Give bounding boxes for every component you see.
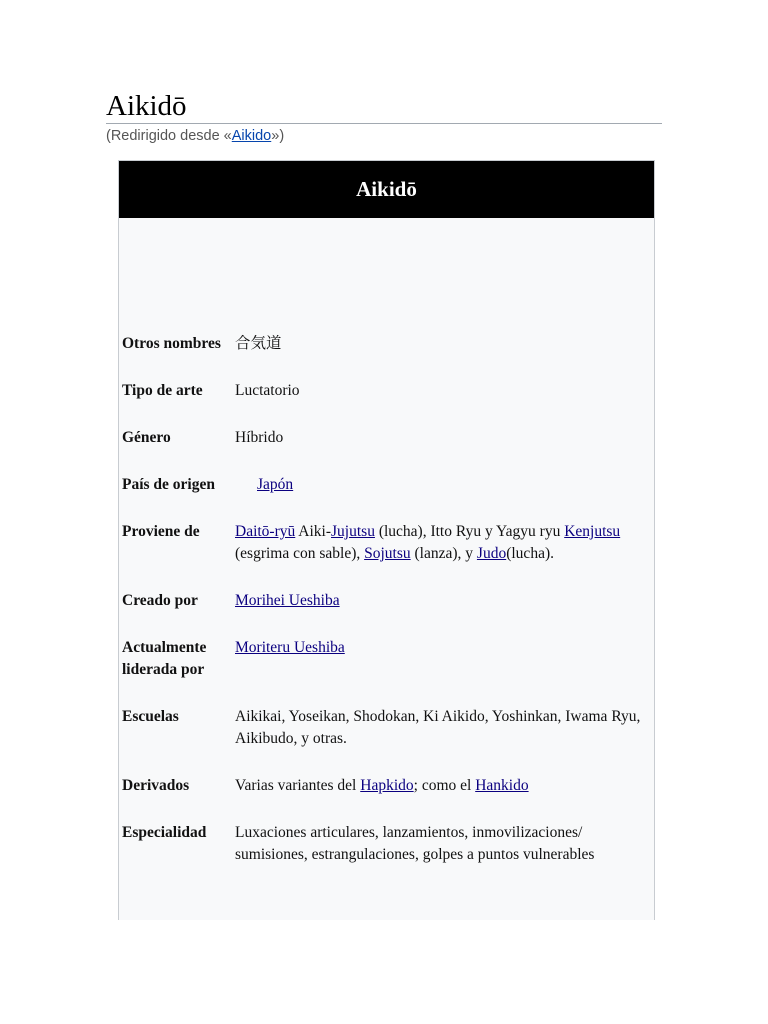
row-value: 合気道 — [235, 335, 282, 352]
redirect-note — [106, 128, 284, 144]
infobox-row-liderada — [119, 637, 654, 706]
title-divider — [106, 123, 662, 124]
row-value — [235, 637, 654, 706]
infobox-row-escuelas — [119, 706, 654, 775]
row-value: Luxaciones articulares, lanzamientos, inmovilizaciones/ sumisiones, estrangulaciones, golpes a puntos vulnerables — [235, 824, 595, 863]
text-segment: (lucha), Itto Ryu y Yagyu ryu — [374, 523, 565, 540]
infobox-row-proviene — [119, 521, 654, 590]
row-label: Derivados — [122, 777, 190, 794]
page-title: Aikidō — [106, 90, 187, 122]
row-label: Tipo de arte — [122, 382, 203, 399]
infobox-table — [119, 333, 654, 891]
link-judo[interactable]: Judo — [476, 545, 507, 562]
text-segment: (lanza), y — [410, 545, 477, 562]
redirect-suffix: ») — [271, 128, 285, 144]
link-daito-ryu[interactable]: Daitō-ryū — [235, 523, 296, 540]
row-value — [235, 521, 654, 590]
row-value — [235, 775, 654, 822]
infobox-image-area — [119, 218, 654, 333]
row-label: Género — [122, 429, 171, 446]
infobox — [118, 160, 655, 920]
row-label: Especialidad — [122, 824, 207, 841]
row-label: Otros nombres — [122, 335, 221, 352]
infobox-row-otros-nombres — [119, 333, 654, 380]
row-value — [235, 590, 654, 637]
text-segment: Aiki- — [295, 523, 332, 540]
link-japon[interactable]: Japón — [257, 476, 294, 493]
row-value: Luctatorio — [235, 382, 300, 399]
row-label: Creado por — [122, 592, 198, 609]
link-jujutsu[interactable]: Jujutsu — [331, 523, 375, 540]
row-label: País de origen — [122, 476, 215, 493]
row-value: Híbrido — [235, 429, 284, 446]
row-label: Actualmente liderada por — [122, 639, 207, 678]
row-value: Aikikai, Yoseikan, Shodokan, Ki Aikido, Yoshinkan, Iwama Ryu, Aikibudo, y otras. — [235, 708, 641, 747]
infobox-row-derivados — [119, 775, 654, 822]
text-segment: Varias variantes del — [235, 777, 361, 794]
infobox-row-tipo-de-arte — [119, 380, 654, 427]
redirect-link[interactable]: Aikido — [231, 128, 272, 144]
infobox-row-creado — [119, 590, 654, 637]
redirect-prefix: (Redirigido desde « — [106, 128, 232, 144]
link-moriteru-ueshiba[interactable]: Moriteru Ueshiba — [235, 639, 345, 656]
link-morihei-ueshiba[interactable]: Morihei Ueshiba — [235, 592, 340, 609]
row-value — [235, 474, 654, 521]
row-label: Escuelas — [122, 708, 179, 725]
infobox-title: Aikidō — [119, 161, 654, 218]
text-segment: ; como el — [413, 777, 476, 794]
link-kenjutsu[interactable]: Kenjutsu — [564, 523, 621, 540]
link-hankido[interactable]: Hankido — [475, 777, 529, 794]
row-label: Proviene de — [122, 523, 200, 540]
text-segment: (lucha). — [506, 545, 554, 562]
text-segment: (esgrima con sable), — [235, 545, 365, 562]
link-hapkido[interactable]: Hapkido — [360, 777, 414, 794]
infobox-row-pais — [119, 474, 654, 521]
link-sojutsu[interactable]: Sojutsu — [364, 545, 411, 562]
infobox-row-especialidad — [119, 822, 654, 891]
infobox-row-genero — [119, 427, 654, 474]
